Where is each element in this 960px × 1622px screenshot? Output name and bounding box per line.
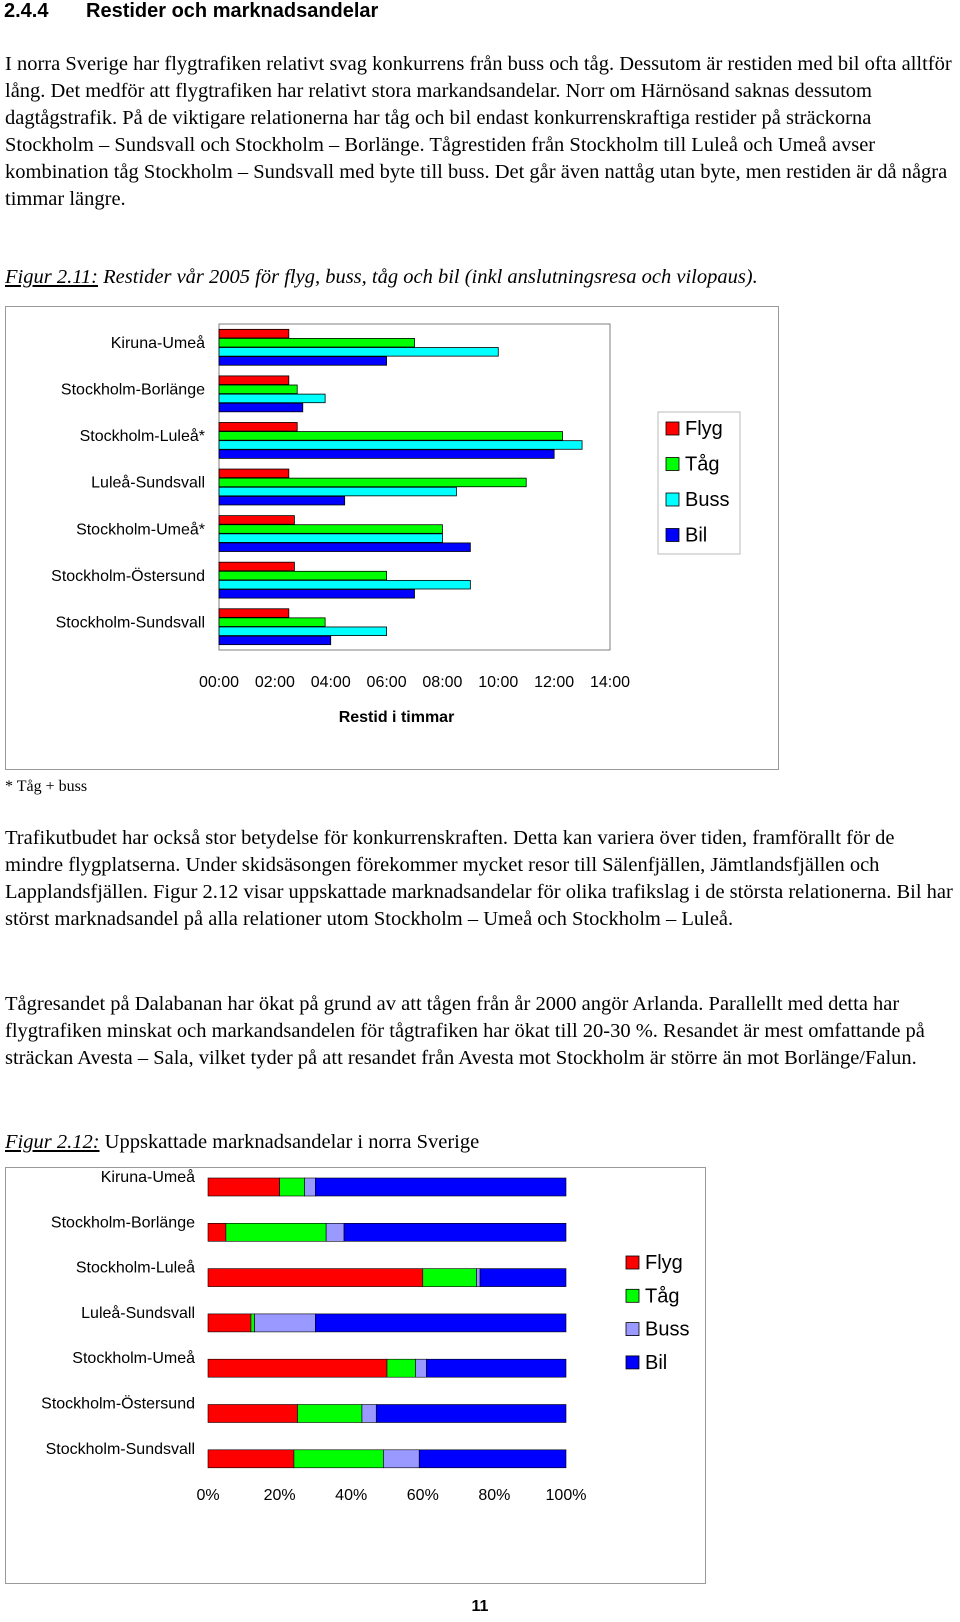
- figure-caption-text: Restider vår 2005 för flyg, buss, tåg och bil (inkl anslutningsresa och vilopaus).: [98, 266, 758, 288]
- paragraph-1: I norra Sverige har flygtrafiken relativt svag konkurrens från buss och tåg. Dessutom är restiden med bil ofta alltför lång. Det medför att flygtrafiken har relativt stora markandsandelar. Norr om Härnösand saknas dessutom dagtågstrafik. På de viktigare relationerna har tåg och bil endast konkurrenskraftiga restider på sträckorna Stockholm – Sundsvall och Stockholm – Borlänge. Tågrestiden från Stockholm till Luleå och Umeå avser kombination tåg Stockholm – Sundsvall med byte till buss. Det går även nattåg utan byte, men restiden är då några timmar längre.: [5, 53, 952, 210]
- bar-bil: [344, 1223, 566, 1241]
- figure-caption-text: Uppskattade marknadsandelar i norra Sverige: [99, 1131, 480, 1153]
- bar-flyg: [208, 1178, 280, 1196]
- bar-bil: [376, 1405, 566, 1423]
- category-label: Stockholm-Luleå: [75, 1259, 195, 1277]
- bar-tåg: [226, 1223, 326, 1241]
- section-title: Restider och marknadsandelar: [86, 0, 379, 22]
- x-tick-label: 80%: [478, 1487, 511, 1504]
- bar-bil: [426, 1359, 566, 1377]
- bar-bil: [219, 450, 554, 459]
- legend-swatch-flyg: [626, 1256, 639, 1269]
- x-tick-label: 0%: [196, 1487, 220, 1504]
- category-label: Stockholm-Luleå*: [79, 428, 205, 446]
- bar-buss: [255, 1314, 316, 1332]
- category-label: Kiruna-Umeå: [100, 1169, 195, 1186]
- bar-bil: [219, 403, 303, 412]
- bar-buss: [219, 534, 442, 543]
- bar-tåg: [219, 432, 563, 441]
- x-tick-label: 00:00: [198, 674, 240, 691]
- legend-label: Flyg: [645, 1252, 683, 1274]
- chart-restider-svg: [6, 307, 778, 769]
- category-label: Stockholm-Östersund: [51, 567, 205, 585]
- x-tick-label: 100%: [545, 1487, 587, 1504]
- x-tick-label: 40%: [335, 1487, 368, 1504]
- bar-buss: [305, 1178, 316, 1196]
- category-label: Stockholm-Borlänge: [50, 1214, 195, 1232]
- legend-label: Tåg: [685, 453, 720, 476]
- chart-restider: [5, 306, 779, 770]
- bar-flyg: [219, 469, 289, 478]
- category-label: Stockholm-Östersund: [41, 1395, 195, 1413]
- bar-bil: [219, 636, 331, 645]
- bar-tåg: [294, 1450, 384, 1468]
- bar-bil: [219, 543, 470, 552]
- x-tick-label: 60%: [406, 1487, 439, 1504]
- bar-flyg: [208, 1359, 387, 1377]
- legend-swatch-bil: [626, 1356, 639, 1369]
- bar-buss: [383, 1450, 419, 1468]
- bar-tåg: [219, 478, 526, 487]
- bar-flyg: [208, 1223, 226, 1241]
- bar-flyg: [208, 1314, 251, 1332]
- category-label: Stockholm-Borlänge: [60, 381, 205, 399]
- bar-bil: [219, 496, 345, 505]
- bar-buss: [219, 627, 387, 636]
- category-label: Luleå-Sundsvall: [91, 474, 205, 492]
- bar-buss: [219, 441, 582, 450]
- x-tick-label: 20%: [263, 1487, 296, 1504]
- bar-flyg: [219, 562, 294, 571]
- bar-tåg: [251, 1314, 255, 1332]
- bar-flyg: [219, 516, 294, 525]
- x-tick-label: 12:00: [534, 674, 575, 691]
- bar-tåg: [219, 525, 442, 534]
- legend-label: Tåg: [645, 1285, 680, 1308]
- bar-flyg: [219, 329, 289, 338]
- figure-caption-2-12: [5, 1131, 479, 1154]
- bar-flyg: [208, 1269, 423, 1287]
- legend-swatch-flyg: [666, 422, 679, 435]
- bar-bil: [419, 1450, 566, 1468]
- paragraph-3: Tågresandet på Dalabanan har ökat på grund av att tågen från år 2000 angör Arlanda. Parallellt med detta har flygtrafiken minskat och markandsandelen för tågtrafiken har ökat till 20-30 %. Resandet är mest omfattande på sträckan Avesta – Sala, vilket tyder på att resandet från Avesta mot Stockholm är större än mot Borlänge/Falun.: [5, 993, 925, 1069]
- category-label: Luleå-Sundsvall: [81, 1304, 195, 1322]
- bar-tåg: [219, 338, 415, 347]
- chart-marknadsandelar-svg: [6, 1168, 705, 1583]
- legend-label: Bil: [645, 1351, 668, 1374]
- legend-label: Buss: [685, 489, 730, 511]
- bar-buss: [219, 487, 456, 496]
- bar-bil: [480, 1269, 566, 1287]
- bar-bil: [315, 1314, 566, 1332]
- bar-tåg: [219, 385, 297, 394]
- legend-swatch-tåg: [626, 1289, 639, 1302]
- section-number: 2.4.4: [4, 0, 49, 22]
- x-tick-label: 14:00: [589, 674, 631, 691]
- bar-buss: [362, 1405, 376, 1423]
- bar-tåg: [298, 1405, 362, 1423]
- bar-tåg: [423, 1269, 477, 1287]
- x-tick-label: 06:00: [366, 674, 407, 691]
- bar-tåg: [280, 1178, 305, 1196]
- figure-label: Figur 2.12:: [5, 1131, 100, 1153]
- category-label: Stockholm-Umeå*: [76, 521, 205, 539]
- bar-tåg: [387, 1359, 416, 1377]
- legend-swatch-buss: [666, 493, 679, 506]
- legend-swatch-bil: [666, 529, 679, 542]
- figure-caption-2-11: [5, 266, 758, 289]
- category-label: Stockholm-Sundsvall: [55, 614, 205, 632]
- bar-buss: [326, 1223, 344, 1241]
- bar-flyg: [219, 609, 289, 618]
- bar-tåg: [219, 571, 387, 580]
- legend-label: Flyg: [685, 418, 723, 440]
- page-number: 11: [471, 1598, 489, 1615]
- bar-tåg: [219, 618, 325, 627]
- category-label: Kiruna-Umeå: [110, 335, 205, 352]
- category-label: Stockholm-Sundsvall: [45, 1440, 195, 1458]
- bar-bil: [219, 357, 387, 366]
- x-tick-label: 04:00: [310, 674, 351, 691]
- bar-buss: [477, 1269, 481, 1287]
- bar-bil: [315, 1178, 566, 1196]
- bar-flyg: [219, 422, 297, 431]
- x-tick-label: 02:00: [254, 674, 295, 691]
- bar-flyg: [208, 1450, 294, 1468]
- x-tick-label: 10:00: [478, 674, 519, 691]
- legend-label: Buss: [645, 1318, 690, 1341]
- x-axis-title: Restid i timmar: [338, 709, 455, 726]
- bar-flyg: [219, 376, 289, 385]
- bar-buss: [219, 394, 325, 403]
- category-label: Stockholm-Umeå: [72, 1350, 195, 1368]
- legend-swatch-buss: [626, 1323, 639, 1336]
- paragraph-2: Trafikutbudet har också stor betydelse för konkurrenskraften. Detta kan variera över tiden, framförallt för de mindre flygplatserna. Under skidsäsongen förekommer mycket resor till Sälenfjällen, Jämtlandsfjällen och Lapplandsfjällen. Figur 2.12 visar uppskattade marknadsandelar för olika trafikslag i de största relationerna. Bil har störst marknadsandel på alla relationer utom Stockholm – Umeå och Stockholm – Luleå.: [5, 827, 953, 930]
- bar-buss: [219, 580, 470, 589]
- legend-swatch-tåg: [666, 458, 679, 471]
- chart-marknadsandelar: [5, 1167, 706, 1584]
- footnote: * Tåg + buss: [5, 778, 88, 795]
- bar-flyg: [208, 1405, 298, 1423]
- legend-label: Bil: [685, 524, 708, 547]
- section-heading: [4, 0, 378, 23]
- bar-bil: [219, 589, 415, 598]
- bar-buss: [416, 1359, 427, 1377]
- bar-buss: [219, 348, 498, 357]
- x-tick-label: 08:00: [422, 674, 463, 691]
- figure-label: Figur 2.11:: [5, 266, 99, 288]
